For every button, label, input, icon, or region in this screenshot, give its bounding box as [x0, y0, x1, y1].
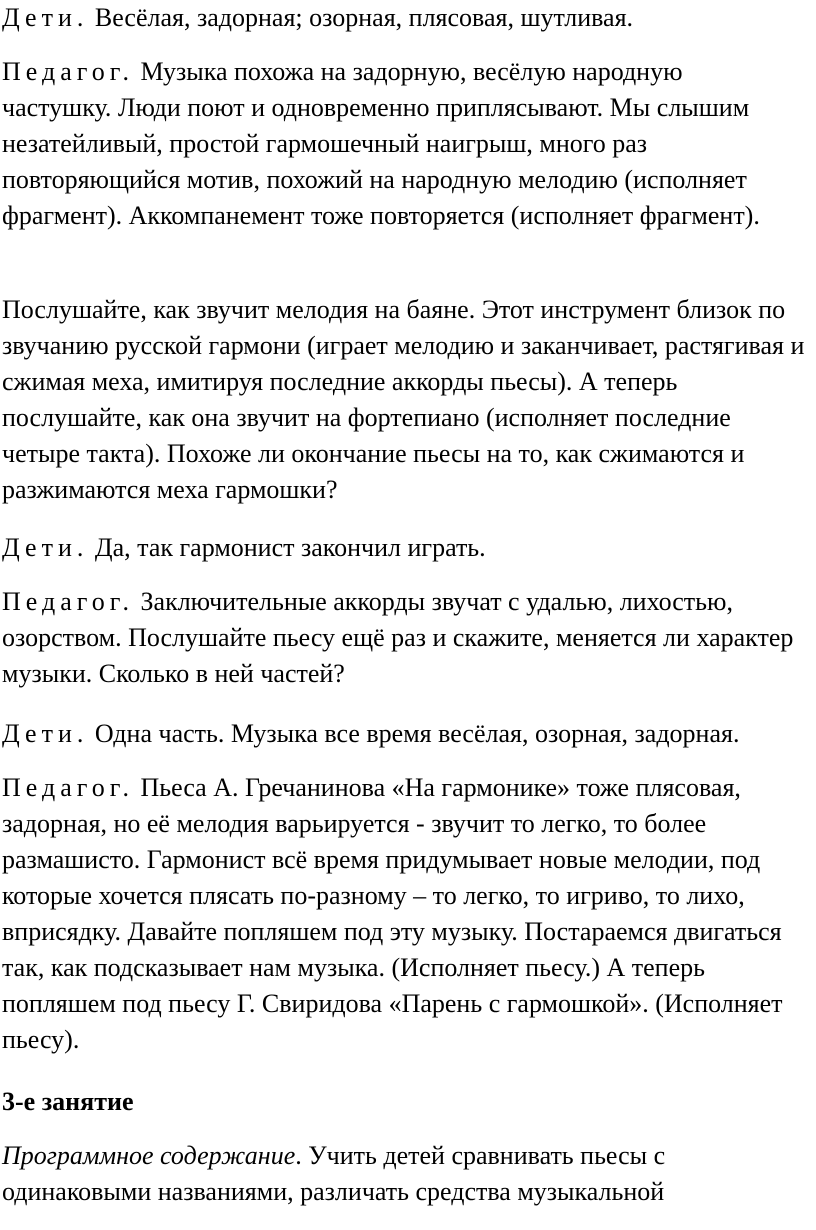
speaker-label: Педагог.: [2, 587, 134, 616]
paragraph-text: Музыка похожа на задорную, весёлую народную частушку. Люди поют и одновременно приплясывают. Мы слышим незатейливый, простой гармошечный наигрыш, много раз повторяющийся мотив, похожий на народную мелодию (исполняет фрагмент). Аккомпанемент тоже повторяется (исполняет фрагмент).: [2, 57, 760, 230]
speaker-label: Педагог.: [2, 773, 134, 802]
section-heading: 3-е занятие: [2, 1087, 134, 1116]
paragraph-text: . Учить детей сравнивать пьесы с одинаковыми названиями, различать средства музыкальной: [2, 1141, 666, 1206]
speaker-label: Дети.: [2, 3, 89, 32]
speaker-label: Дети.: [2, 719, 89, 748]
paragraph-teacher-3: [2, 770, 814, 1058]
paragraph-text: Весёлая, задорная; озорная, плясовая, шутливая.: [94, 3, 634, 32]
paragraph-teacher-1: [2, 54, 762, 234]
paragraph-text: Да, так гармонист закончил играть.: [94, 533, 486, 562]
paragraph-text: Заключительные аккорды звучат с удалью, лихостью, озорством. Послушайте пьесу ещё раз и скажите, меняется ли характер музыки. Сколько в ней частей?: [2, 587, 794, 688]
paragraph-children-1: [2, 0, 814, 36]
paragraph-children-2: [2, 530, 814, 566]
paragraph-text: Одна часть. Музыка все время весёлая, озорная, задорная.: [94, 719, 740, 748]
paragraph-text: Пьеса А. Гречанинова «На гармонике» тоже плясовая, задорная, но её мелодия варьируется - звучит то легко, то более размашисто. Гармонист всё время придумывает новые мелодии, под которые хочется плясать по-разному – то легко, то игриво, то лихо, вприсядку. Давайте попляшем под эту музыку. Постараемся двигаться так, как подсказывает нам музыка. (Исполняет пьесу.) А теперь попляшем под пьесу Г. Свиридова «Парень с гармошкой». (Исполняет пьесу).: [2, 773, 783, 1054]
program-content-label: Программное содержание: [2, 1141, 296, 1170]
paragraph-children-3: [2, 716, 814, 752]
speaker-label: Педагог.: [2, 57, 134, 86]
program-content-paragraph: [2, 1138, 762, 1210]
paragraph-teacher-2: [2, 584, 814, 692]
paragraph-teacher-continued: [2, 292, 814, 508]
paragraph-text: Послушайте, как звучит мелодия на баяне. Этот инструмент близок по звучанию русской гармони (играет мелодию и заканчивает, растягивая и сжимая меха, имитируя последние аккорды пьесы). А теперь послушайте, как она звучит на фортепиано (исполняет последние четыре такта). Похоже ли окончание пьесы на то, как сжимаются и разжимаются меха гармошки?: [2, 295, 805, 504]
speaker-label: Дети.: [2, 533, 89, 562]
